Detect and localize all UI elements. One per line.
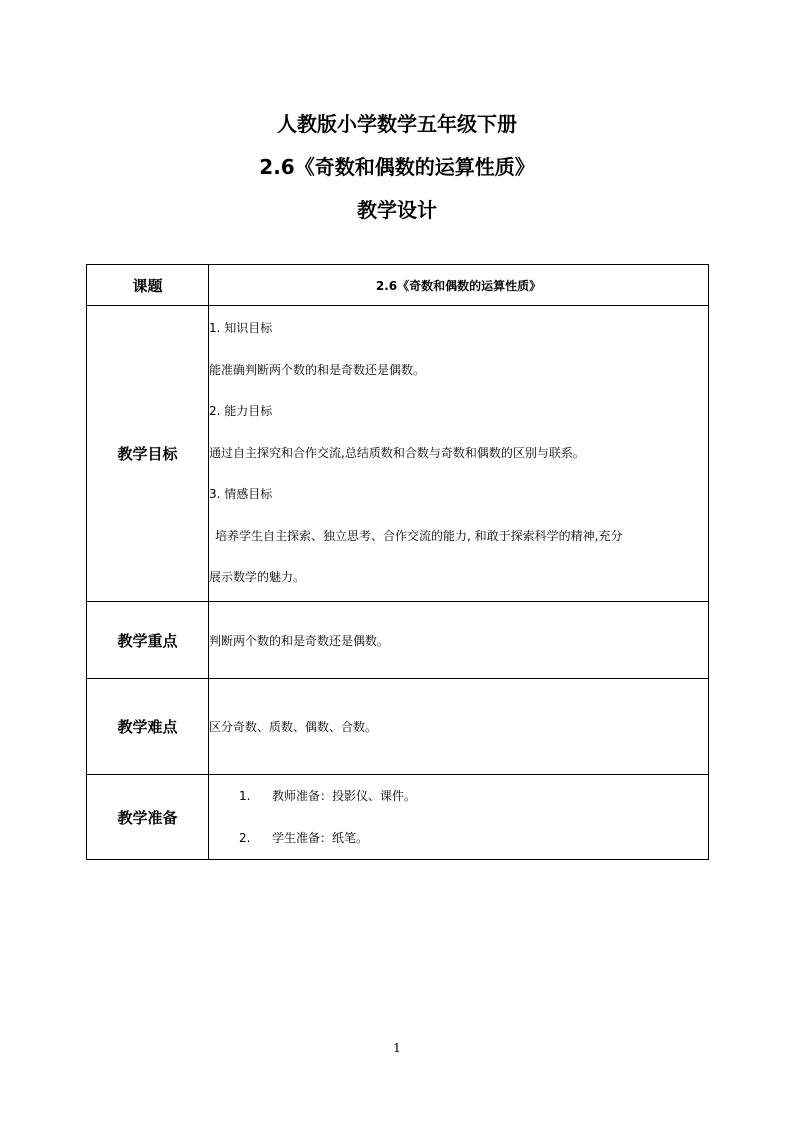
label-focus: 教学重点 [87,602,209,679]
value-topic: 2.6《奇数和偶数的运算性质》 [209,265,709,306]
label-goals: 教学目标 [87,306,209,602]
label-difficulty: 教学难点 [87,679,209,775]
list-item-text: 教师准备：投影仪、课件。 [272,789,417,803]
title-doc-type: 教学设计 [357,198,437,222]
page-number: 1 [393,1041,401,1055]
goal-text-ability: 通过自主探究和合作交流,总结质数和合数与奇数和偶数的区别与联系。 [209,445,585,460]
goal-heading-ability: 2. 能力目标 [209,404,273,419]
lesson-plan-table [86,264,709,860]
goal-heading-emotion: 3. 情感目标 [209,487,273,502]
goal-text-emotion-2: 展示数学的魅力。 [209,570,306,585]
row-preparation [87,775,709,860]
label-preparation: 教学准备 [87,775,209,860]
title-textbook: 人教版小学数学五年级下册 [277,112,517,136]
row-topic [87,265,709,306]
value-focus: 判断两个数的和是奇数还是偶数。 [209,602,709,679]
goal-heading-knowledge: 1. 知识目标 [209,321,273,336]
goal-text-emotion-1: 培养学生自主探索、独立思考、合作交流的能力, 和敢于探索科学的精神,充分 [215,528,623,543]
list-item-number: 1. [239,789,251,803]
title-lesson: 2.6《奇数和偶数的运算性质》 [259,155,535,179]
row-focus [87,602,709,679]
list-item-text: 学生准备：纸笔。 [272,831,369,845]
document-title [0,103,794,232]
value-difficulty: 区分奇数、质数、偶数、合数。 [209,679,709,775]
value-preparation [209,775,709,860]
list-item-number: 2. [239,831,251,845]
label-topic: 课题 [87,265,209,306]
row-goals [87,306,709,602]
value-goals [209,306,709,602]
goal-text-knowledge: 能准确判断两个数的和是奇数还是偶数。 [209,362,426,377]
list-item [209,817,708,859]
row-difficulty [87,679,709,775]
list-item [209,775,708,817]
